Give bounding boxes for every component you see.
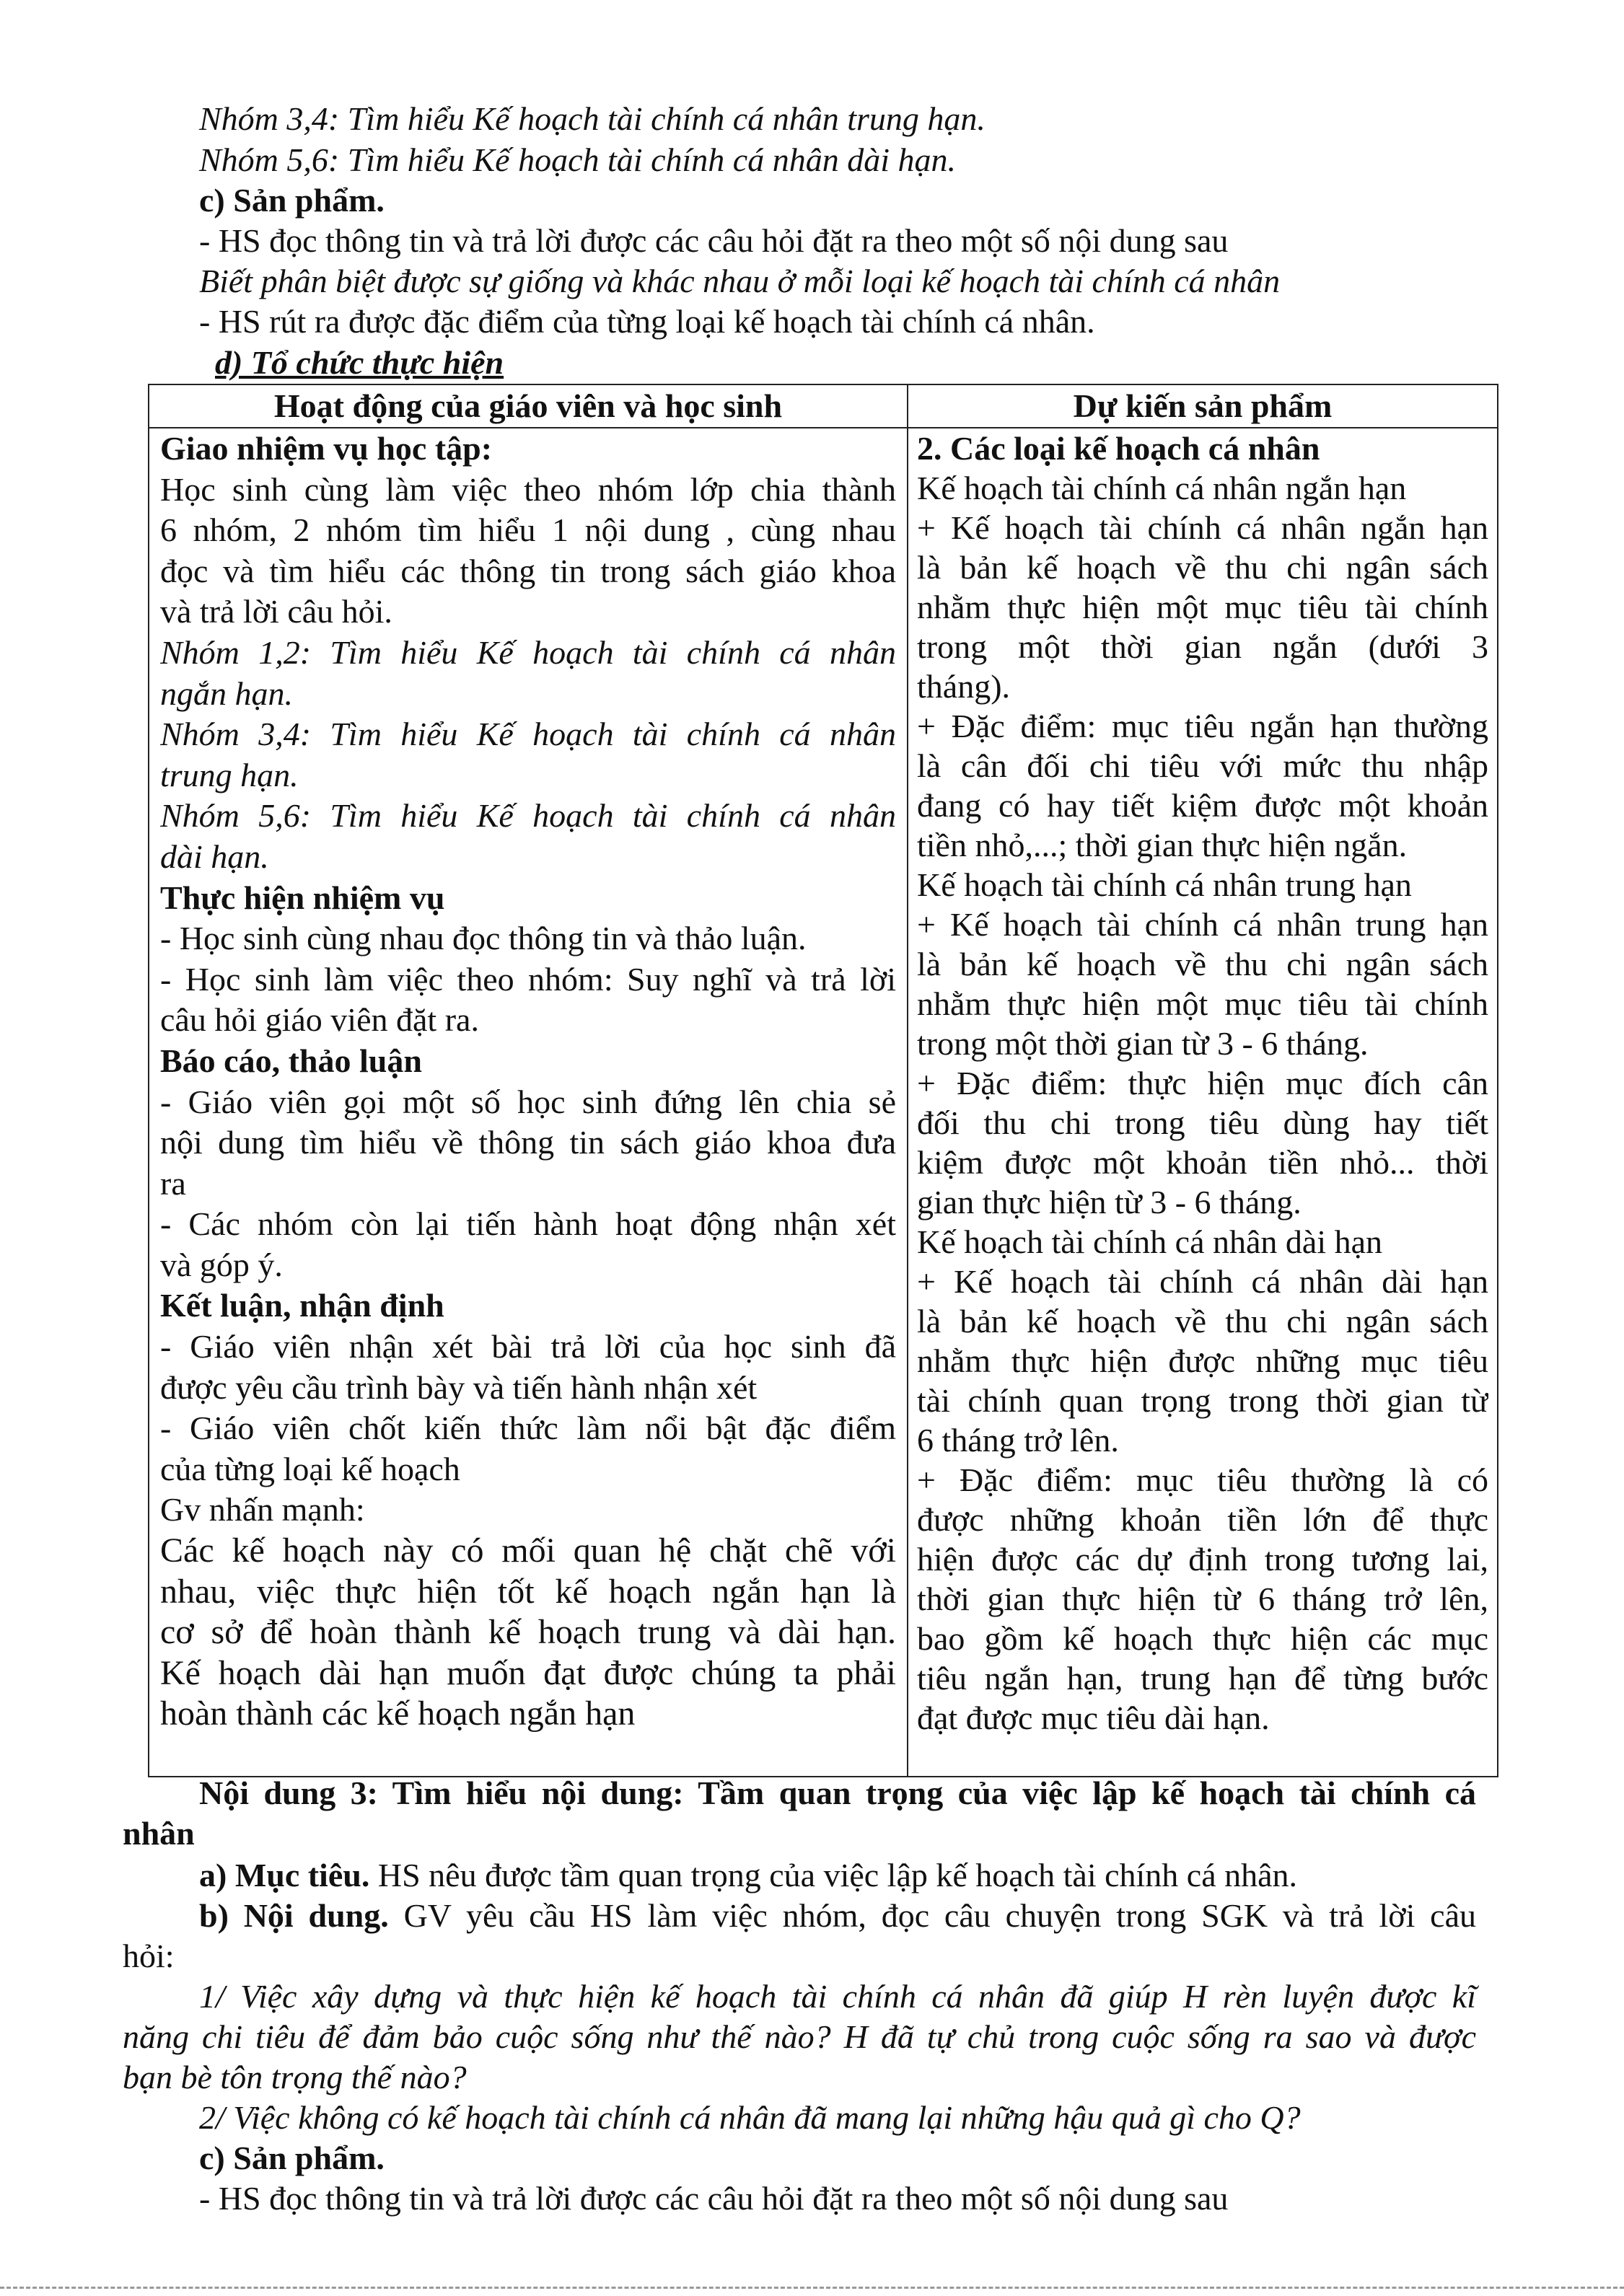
product-line: đạt được mục tiêu dài hạn. [917, 1699, 1270, 1736]
product-line: hiện được các dự định trong tương lai, [917, 1541, 1488, 1578]
product-text-1: - HS đọc thông tin và trả lời được các câu hỏi đặt ra theo một số nội dung sau [199, 222, 1229, 259]
activity-line: ra [160, 1164, 186, 1202]
activity-line: Nhóm 5,6: Tìm hiểu Kế hoạch tài chính cá nhân [160, 797, 896, 835]
activity-table [148, 384, 1498, 1777]
organize-heading: d) Tổ chức thực hiện [215, 344, 504, 381]
activity-line: dài hạn. [160, 837, 269, 875]
product-line: kiệm được một khoản tiền nhỏ... thời [917, 1144, 1488, 1181]
activity-line: trung hạn. [160, 756, 299, 793]
product-heading: c) Sản phẩm. [199, 182, 385, 219]
table-body-row [149, 428, 1498, 1777]
product-line: trong một thời gian ngắn (dưới 3 [917, 628, 1488, 665]
activity-cell [149, 428, 908, 1777]
product-line: + Kế hoạch tài chính cá nhân ngắn hạn [917, 509, 1488, 546]
activity-line: Nhóm 3,4: Tìm hiểu Kế hoạch tài chính cá nhân [160, 716, 896, 753]
activity-line: hoàn thành các kế hoạch ngắn hạn [160, 1694, 636, 1733]
product-line: tiêu ngắn hạn, trung hạn để từng bước [917, 1660, 1488, 1697]
question-1-line-3: bạn bè tôn trọng thế nào? [123, 2059, 467, 2095]
activity-line: được yêu cầu trình bày và tiến hành nhận xét [160, 1368, 758, 1406]
activity-line: ngắn hạn. [160, 674, 293, 712]
activity-line: - Các nhóm còn lại tiến hành hoạt động nhận xét [160, 1205, 896, 1243]
activity-line: - Giáo viên chốt kiến thức làm nổi bật đặc điểm [160, 1409, 896, 1447]
activity-line: Kế hoạch dài hạn muốn đạt được chúng ta phải [160, 1653, 896, 1692]
product-line: tiền nhỏ,...; thời gian thực hiện ngắn. [917, 827, 1408, 863]
product-line: + Kế hoạch tài chính cá nhân dài hạn [917, 1263, 1488, 1300]
product-cell [908, 428, 1498, 1777]
page-bottom-divider [0, 2287, 1624, 2289]
content-3-heading: Nội dung 3: Tìm hiểu nội dung: Tầm quan trọng của việc lập kế hoạch tài chính cá [199, 1774, 1476, 1811]
product-line: tài chính quan trọng trong thời gian từ [917, 1382, 1488, 1419]
objective-text: HS nêu được tầm quan trọng của việc lập kế hoạch tài chính cá nhân. [369, 1857, 1298, 1893]
product-line: Kế hoạch tài chính cá nhân dài hạn [917, 1223, 1383, 1260]
activity-line: nhau, việc thực hiện tốt kế hoạch ngắn hạn là [160, 1572, 896, 1611]
question-1-line-2: năng chi tiêu để đảm bảo cuộc sống như thế nào? H đã tự chủ trong cuộc sống ra sao và được [123, 2018, 1476, 2055]
product-line: nhằm thực hiện một mục tiêu tài chính [917, 589, 1488, 625]
activity-line: - Giáo viên nhận xét bài trả lời của học sinh đã [160, 1328, 896, 1365]
activity-line: Gv nhấn mạnh: [160, 1491, 365, 1529]
product-heading-2: c) Sản phẩm. [199, 2139, 385, 2176]
product-line: là bản kế hoạch về thu chi ngân sách [917, 946, 1488, 982]
product-line: là cân đối chi tiêu với mức thu nhập [917, 747, 1488, 784]
activity-line: Các kế hoạch này có mối quan hệ chặt chẽ với [160, 1531, 896, 1570]
product-line: + Đặc điểm: mục tiêu thường là có [917, 1461, 1488, 1498]
task-do-heading: Thực hiện nhiệm vụ [160, 879, 445, 916]
activity-line: câu hỏi giáo viên đặt ra. [160, 1001, 479, 1039]
product-line: tháng). [917, 668, 1011, 705]
activity-line: - Học sinh cùng nhau đọc thông tin và thảo luận. [160, 920, 807, 957]
product-line: gian thực hiện từ 3 - 6 tháng. [917, 1184, 1302, 1220]
product-line: nhằm thực hiện được những mục tiêu [917, 1342, 1488, 1379]
product-line: + Đặc điểm: mục tiêu ngắn hạn thường [917, 708, 1488, 744]
activity-lines [149, 428, 907, 1735]
product-line: là bản kế hoạch về thu chi ngân sách [917, 549, 1488, 586]
activity-line: Học sinh cùng làm việc theo nhóm lớp chia thành [160, 470, 896, 508]
task-assign-heading: Giao nhiệm vụ học tập: [160, 430, 493, 467]
header-teacher-student-activity: Hoạt động của giáo viên và học sinh [149, 384, 908, 428]
group-5-6-line: Nhóm 5,6: Tìm hiểu Kế hoạch tài chính cá nhân dài hạn. [199, 141, 956, 178]
product-lines [908, 428, 1497, 1738]
content-label: b) Nội dung. [199, 1897, 389, 1934]
objective-line [199, 1855, 1297, 1896]
header-expected-product: Dự kiến sản phẩm [908, 384, 1498, 428]
product-line: đang có hay tiết kiệm được một khoản [917, 787, 1488, 824]
product-text-4: - HS đọc thông tin và trả lời được các câu hỏi đặt ra theo một số nội dung sau [199, 2180, 1229, 2217]
section-2-heading: 2. Các loại kế hoạch cá nhân [917, 430, 1320, 467]
product-text-3: - HS rút ra được đặc điểm của từng loại kế hoạch tài chính cá nhân. [199, 303, 1095, 340]
question-2: 2/ Việc không có kế hoạch tài chính cá nhân đã mang lại những hậu quả gì cho Q? [199, 2099, 1301, 2136]
activity-line: đọc và tìm hiểu các thông tin trong sách giáo khoa [160, 552, 896, 589]
product-line: + Đặc điểm: thực hiện mục đích cân [917, 1065, 1488, 1101]
activity-line: và trả lời câu hỏi. [160, 593, 392, 630]
activity-line: - Học sinh làm việc theo nhóm: Suy nghĩ và trả lời [160, 960, 896, 998]
product-line: + Kế hoạch tài chính cá nhân trung hạn [917, 906, 1488, 943]
product-line: là bản kế hoạch về thu chi ngân sách [917, 1303, 1488, 1340]
product-line: bao gồm kế hoạch thực hiện các mục [917, 1620, 1488, 1657]
product-line: nhằm thực hiện một mục tiêu tài chính [917, 985, 1488, 1022]
table-header-row [149, 384, 1498, 428]
content-line-cont: hỏi: [123, 1937, 175, 1974]
content-line [199, 1896, 1476, 1936]
conclusion-heading: Kết luận, nhận định [160, 1287, 444, 1324]
activity-line: nội dung tìm hiểu về thông tin sách giáo khoa đưa [160, 1124, 896, 1161]
activity-line: - Giáo viên gọi một số học sinh đứng lên chia sẻ [160, 1083, 896, 1120]
activity-line: 6 nhóm, 2 nhóm tìm hiểu 1 nội dung , cùng nhau [160, 511, 896, 549]
activity-line: và góp ý. [160, 1246, 283, 1283]
activity-line: của từng loại kế hoạch [160, 1450, 460, 1487]
objective-label: a) Mục tiêu. [199, 1857, 370, 1893]
report-heading: Báo cáo, thảo luận [160, 1042, 422, 1079]
group-3-4-line: Nhóm 3,4: Tìm hiểu Kế hoạch tài chính cá nhân trung hạn. [199, 100, 986, 137]
activity-line: Nhóm 1,2: Tìm hiểu Kế hoạch tài chính cá nhân [160, 633, 896, 671]
product-line: 6 tháng trở lên. [917, 1422, 1119, 1459]
product-line: Kế hoạch tài chính cá nhân ngắn hạn [917, 470, 1407, 506]
product-line: thời gian thực hiện từ 6 tháng trở lên, [917, 1580, 1488, 1617]
product-text-2: Biết phân biệt được sự giống và khác nhau ở mỗi loại kế hoạch tài chính cá nhân [199, 263, 1281, 299]
content-3-heading-cont: nhân [123, 1815, 195, 1852]
product-line: Kế hoạch tài chính cá nhân trung hạn [917, 866, 1412, 903]
question-1-line-1: 1/ Việc xây dựng và thực hiện kế hoạch tài chính cá nhân đã giúp H rèn luyện được kĩ [199, 1978, 1476, 2015]
activity-line: cơ sở để hoàn thành kế hoạch trung và dài hạn. [160, 1613, 896, 1652]
content-text: GV yêu cầu HS làm việc nhóm, đọc câu chuyện trong SGK và trả lời câu [388, 1897, 1476, 1934]
product-line: đối thu chi trong tiêu dùng hay tiết [917, 1104, 1488, 1141]
product-line: trong một thời gian từ 3 - 6 tháng. [917, 1025, 1369, 1062]
product-line: được những khoản tiền lớn để thực [917, 1501, 1488, 1538]
